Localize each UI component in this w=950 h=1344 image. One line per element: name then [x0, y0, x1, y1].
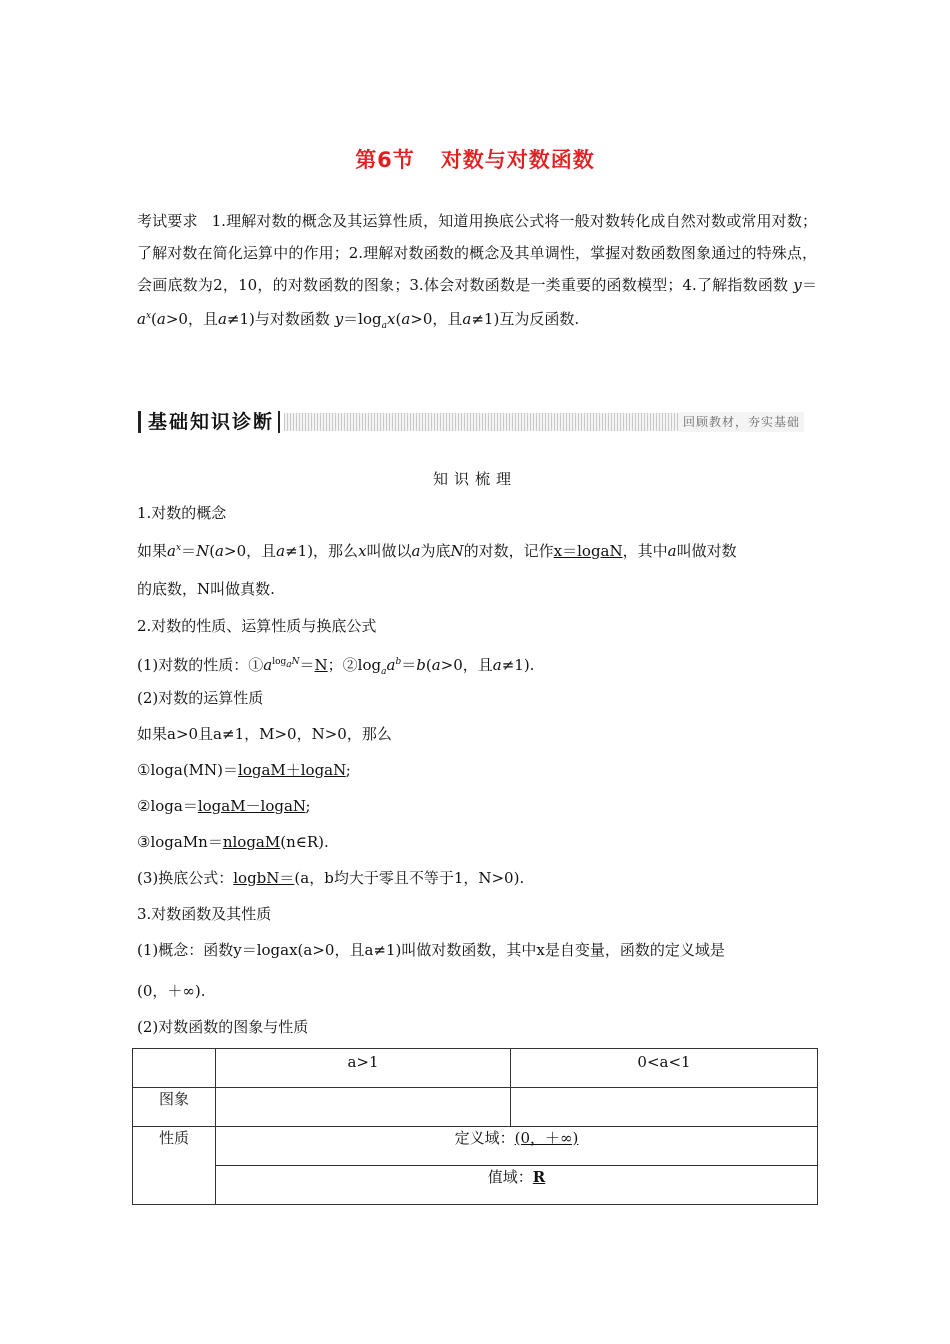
table-header-a-gt-1: a>1 — [216, 1049, 511, 1088]
table-range: 值域：R — [216, 1166, 818, 1205]
table-corner — [133, 1049, 216, 1088]
s2-prop1-answer: N — [314, 656, 328, 674]
s1-answer: x＝logaN — [553, 542, 623, 560]
exam-requirements: 考试要求 1.理解对数的概念及其运算性质，知道用换底公式将一般对数转化成自然对数或常用对数；了解对数在简化运算中的作用；2.理解对数函数的概念及其单调性，掌握对数函数图象通过的特殊点，会画底数为2，10，的对数函数的图象；3.体会对数函数是一类重要的函数模型；4.了解指数函数 $y=a^x(a>0$，且a≠1)与对数函数 $y=\log_ax(a>0$，且a≠1)互为反函数. — [137, 212, 817, 332]
s2-rule1: ①loga(MN)＝logaM＋logaN; — [137, 761, 351, 779]
s1-definition: 如果$a^x=N(a>0$，且a≠1)，那么x叫做以a为底N的对数，记作x＝logaN，其中a叫做对数 — [137, 542, 737, 560]
s2-condition: 如果a>0且a≠1，M>0，N>0，那么 — [137, 725, 392, 743]
table-header-a-lt-1: 0<a<1 — [511, 1049, 818, 1088]
requirements-text-end: 互为反函数. — [499, 310, 580, 329]
banner-heading: 基础知识诊断 — [148, 411, 275, 433]
table-row-props-label: 性质 — [133, 1127, 216, 1205]
table-row-image-label: 图象 — [133, 1088, 216, 1127]
s2-rule2: ②loga＝logaM－logaN; — [137, 797, 311, 815]
s2-prop1: (1)对数的性质：$①a^{log_aN}=N$；$②\log_aa^b=b(a>0$，且a≠1). — [137, 656, 535, 677]
s2-rule1-answer: logaM＋logaN — [238, 761, 346, 779]
s2-base-change: (3)换底公式：logbN＝(a，b均大于零且不等于1，N>0). — [137, 869, 525, 887]
s2-heading: 2.对数的性质、运算性质与换底公式 — [137, 617, 377, 635]
section-subtitle: 知识梳理 — [432, 470, 517, 488]
banner-slogan: 回顾教材，夯实基础 — [679, 412, 804, 432]
table-range-answer: R — [532, 1168, 546, 1186]
requirements-label: 考试要求 — [137, 212, 198, 230]
section-number: 第6节 — [355, 148, 415, 172]
s2-rule2-answer: logaM－logaN — [197, 797, 306, 815]
page-title — [0, 144, 950, 174]
banner-bar — [138, 411, 141, 433]
section-title: 对数与对数函数 — [440, 148, 595, 172]
s1-heading: 1.对数的概念 — [137, 504, 227, 522]
section-banner — [138, 409, 810, 435]
s3-domain-line: (0，＋∞). — [137, 982, 206, 1000]
s3-graph-heading: (2)对数函数的图象与性质 — [137, 1018, 309, 1036]
s3-concept: (1)概念：函数y＝logax(a>0，且a≠1)叫做对数函数，其中x是自变量，函数的定义域是 — [137, 941, 725, 959]
table-domain: 定义域：(0，＋∞) — [216, 1127, 818, 1166]
table-image-a-lt-1 — [511, 1088, 818, 1127]
table-image-a-gt-1 — [216, 1088, 511, 1127]
s3-heading: 3.对数函数及其性质 — [137, 905, 272, 923]
s1-line2: 的底数，N叫做真数. — [137, 580, 275, 598]
table-domain-answer: (0，＋∞) — [514, 1129, 579, 1147]
requirements-text: 1.理解对数的概念及其运算性质，知道用换底公式将一般对数转化成自然对数或常用对数；了解对数在简化运算中的作用；2.理解对数函数的概念及其单调性，掌握对数函数图象通过的特殊点，会画底数为2，10，的对数函数的图象；3.体会对数函数是一类重要的函数模型；4.了解指数函数 — [137, 212, 817, 294]
requirements-text-tail: 与对数函数 — [254, 310, 330, 329]
log-function-table — [132, 1048, 818, 1205]
s2-rule3-answer: nlogaM — [222, 833, 281, 851]
s2-rule3: ③logaMn＝nlogaM(n∈R). — [137, 833, 329, 851]
banner-divider — [278, 411, 280, 433]
s2-prop2-heading: (2)对数的运算性质 — [137, 689, 264, 707]
s2-base-answer: logbN＝ — [233, 869, 295, 887]
